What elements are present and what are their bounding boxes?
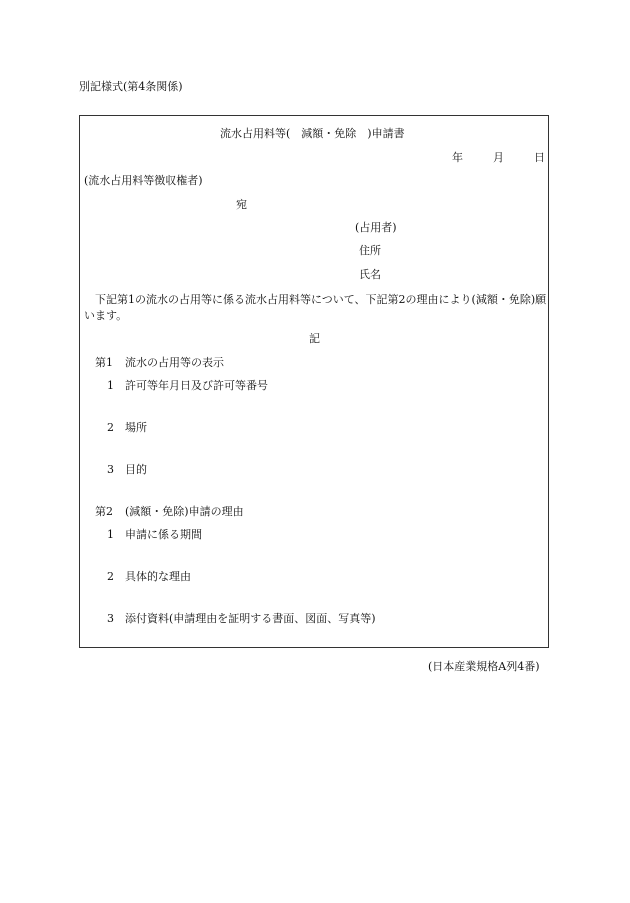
section2-item-num: 1 — [107, 528, 114, 541]
date-year: 年 — [452, 151, 463, 164]
section2-item-text: 添付資料(申請理由を証明する書面、図面、写真等) — [125, 612, 376, 625]
section1-heading: 流水の占用等の表示 — [125, 356, 224, 369]
section1-item-num: 1 — [107, 379, 114, 392]
form-title: 流水占用料等( 減額・免除 )申請書 — [220, 127, 405, 140]
section2-item-text: 具体的な理由 — [125, 570, 191, 583]
section2-item-num: 3 — [107, 612, 114, 625]
date-month: 月 — [493, 151, 504, 164]
ki-label: 記 — [309, 332, 320, 345]
section1-item-num: 3 — [107, 463, 114, 476]
section1-item-text: 場所 — [125, 421, 147, 434]
addressee-suffix: 宛 — [236, 198, 247, 211]
section1-item-num: 2 — [107, 421, 114, 434]
section2-heading-num: 第2 — [95, 505, 113, 518]
appendix-label: 別記様式(第4条関係) — [79, 80, 183, 93]
section1-item-text: 目的 — [125, 463, 147, 476]
address-label: 住所 — [359, 244, 381, 257]
section2-item-num: 2 — [107, 570, 114, 583]
section2-item-text: 申請に係る期間 — [125, 528, 202, 541]
date-row — [452, 151, 545, 165]
section2-heading: (減額・免除)申請の理由 — [125, 505, 244, 518]
name-label: 氏名 — [359, 268, 381, 281]
footer-note: (日本産業規格A列4番) — [428, 660, 540, 673]
occupant-label: (占用者) — [355, 221, 397, 234]
collector-label: (流水占用料等徴収権者) — [84, 174, 203, 187]
section1-heading-num: 第1 — [95, 356, 113, 369]
date-day: 日 — [534, 151, 545, 164]
body-text: 下記第1の流水の占用等に係る流水占用料等について、下記第2の理由により(減額・免除)願います。 — [84, 293, 547, 322]
section1-item-text: 許可等年月日及び許可等番号 — [125, 379, 268, 392]
